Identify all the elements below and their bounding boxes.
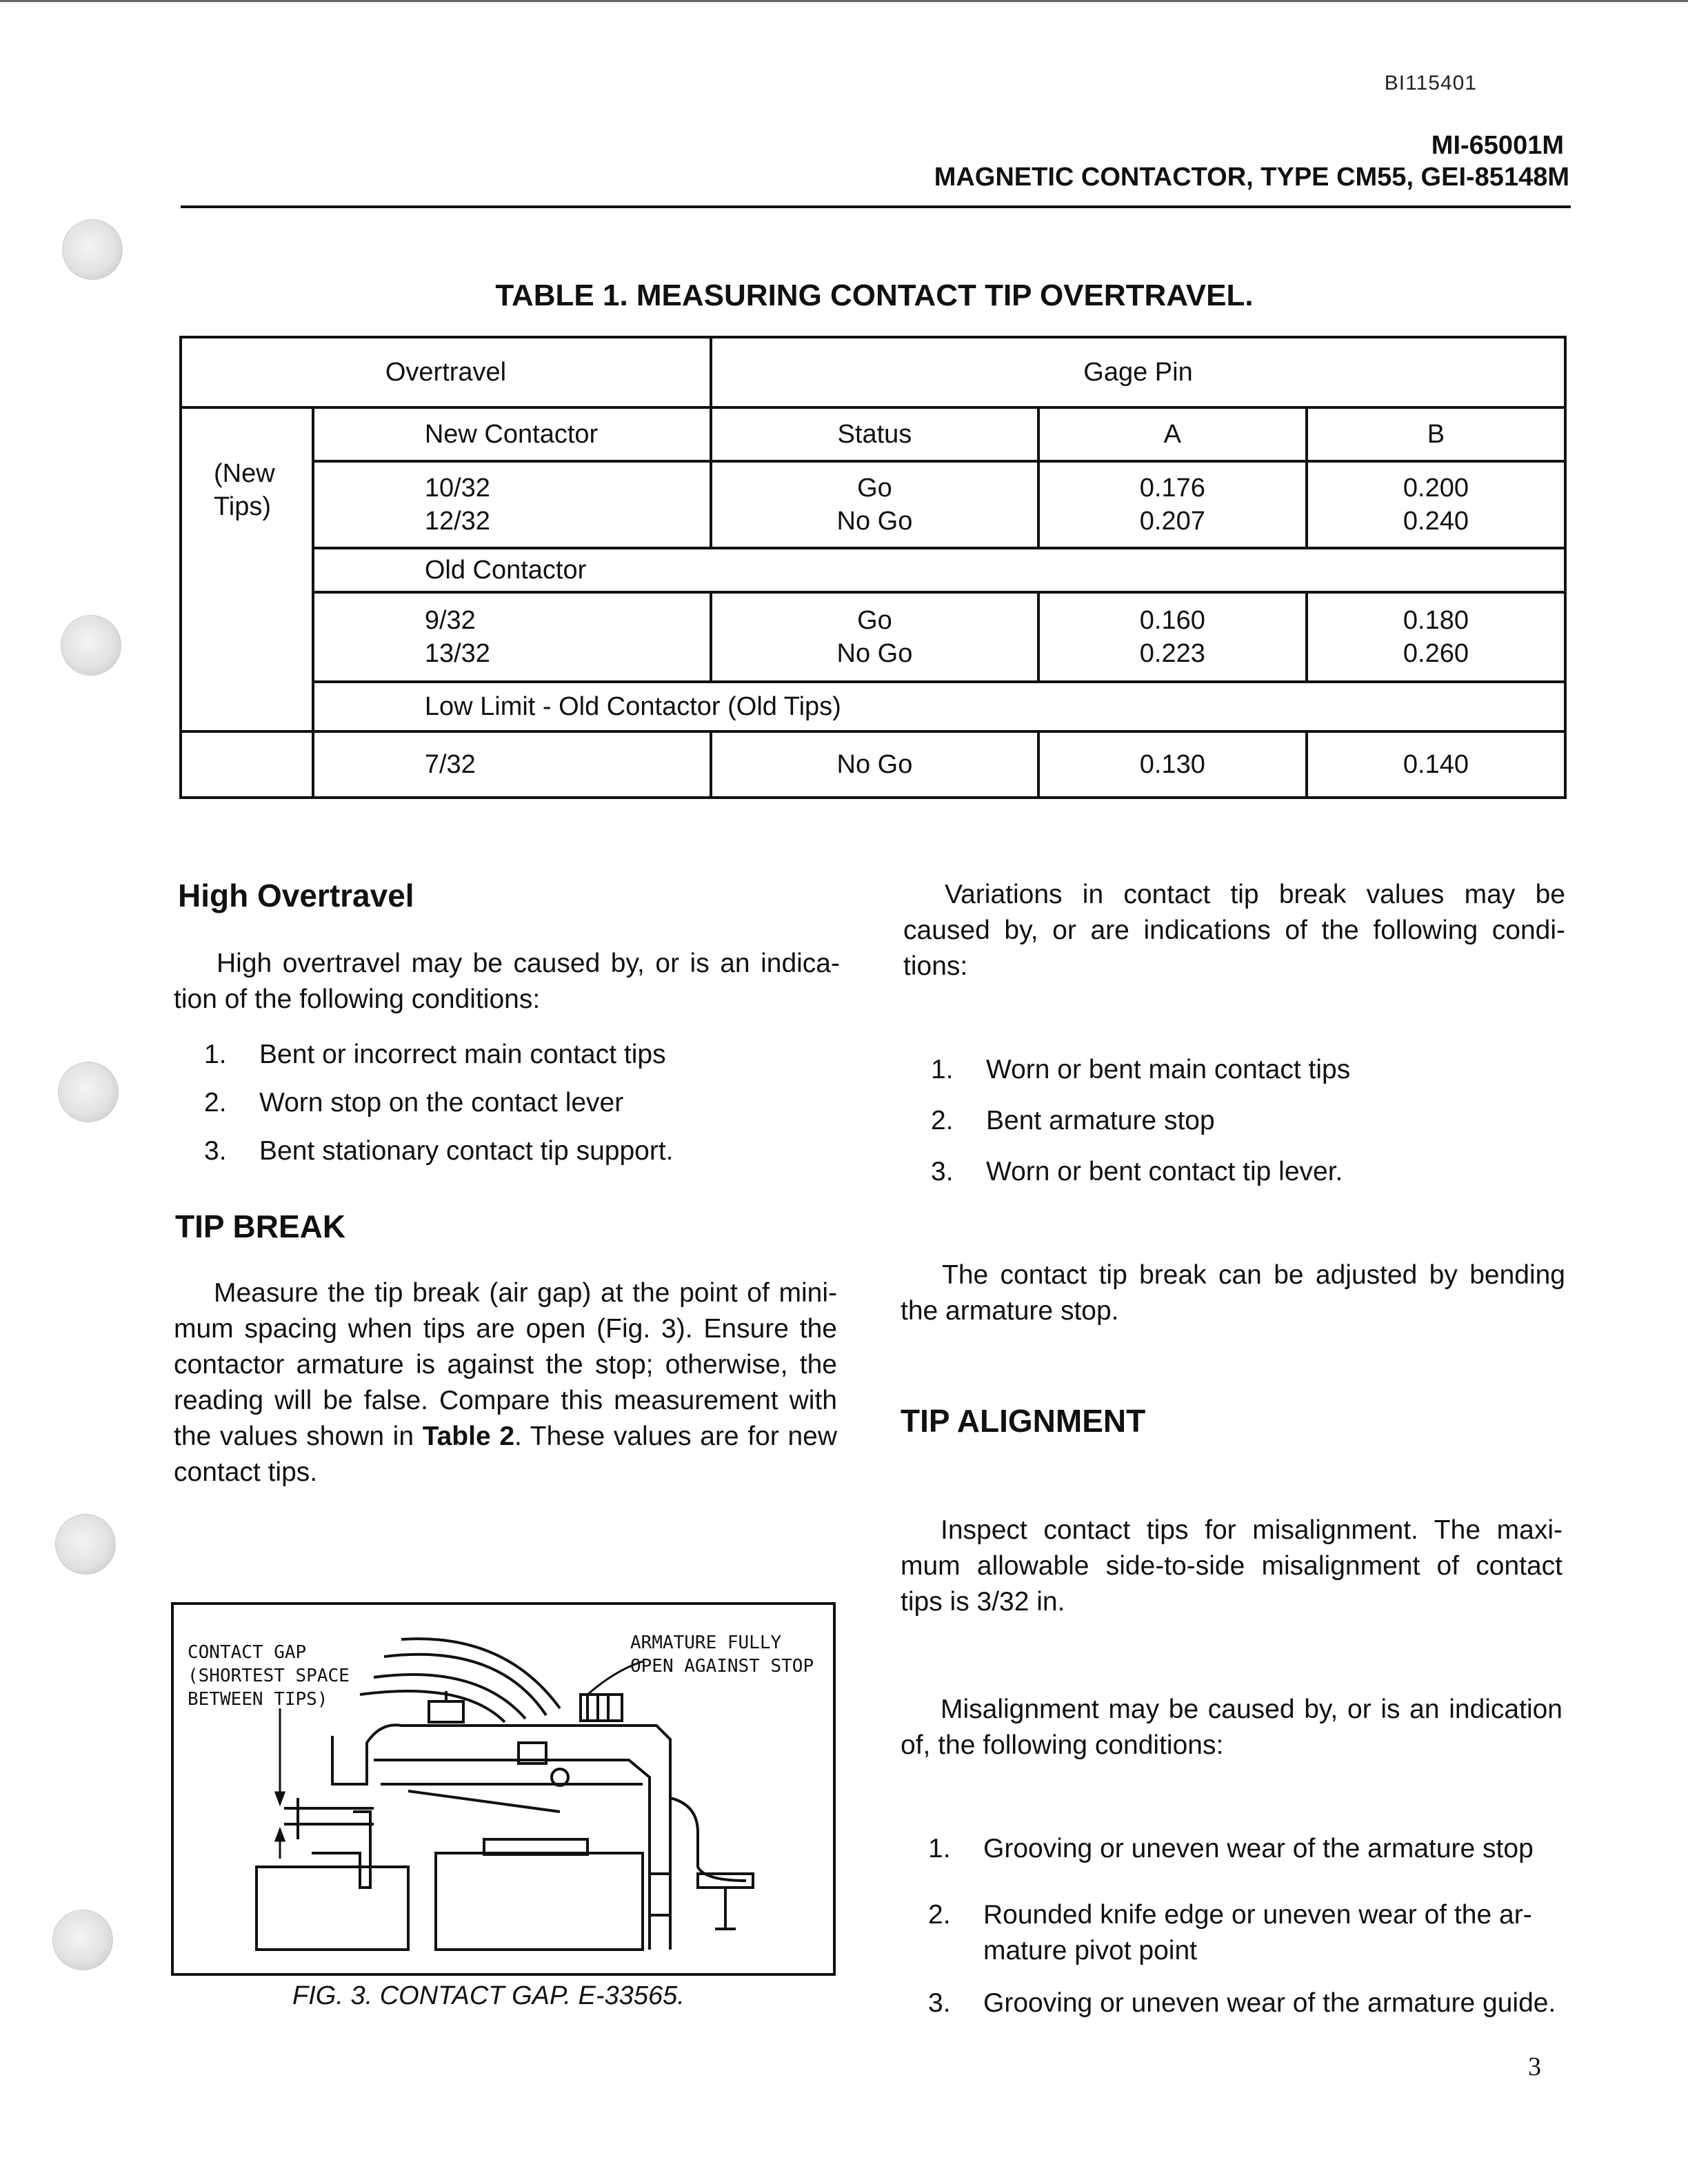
overtravel-table [179,336,1567,799]
table-cell: 10/32 12/32 [313,461,711,548]
punch-hole [62,219,123,280]
scan-top-edge [0,0,1688,2]
punch-hole [55,1514,116,1575]
column-header-status: Status [711,407,1038,461]
table-cell-empty [181,731,313,798]
subheader-low-limit: Low Limit - Old Contactor (Old Tips) [313,682,1565,731]
punch-hole [61,615,121,676]
paragraph-tip-break: Measure the tip break (air gap) at the point of mini-mum spacing when tips are open (Fig. 3). Ensure the contactor armature is against the stop; otherwise, the reading will be false. Compare this measurement with the values shown in Table 2. These values are for new contact tips. [174,1278,837,1487]
table-cell: Go No Go [711,592,1038,682]
document-subtitle: MAGNETIC CONTACTOR, TYPE CM55, GEI-85148M [934,163,1569,192]
paragraph-high-overtravel: High overtravel may be caused by, or is an indica-tion of the following conditions: [174,949,840,1014]
table-title: TABLE 1. MEASURING CONTACT TIP OVERTRAVEL. [495,279,1254,312]
label-armature-stop: ARMATURE FULLY OPEN AGAINST STOP [630,1632,814,1677]
list-item: 1. Bent or incorrect main contact tips [204,1040,666,1069]
column-header-b: B [1307,407,1565,461]
row-label-new-tips: (New Tips) [181,407,313,731]
table-cell: 0.130 [1038,731,1307,798]
paragraph-misalignment: Misalignment may be caused by, or is an indication of, the following conditions: [901,1695,1563,1760]
table-cell: 0.176 0.207 [1038,461,1307,548]
list-item: 3. Grooving or uneven wear of the armature guide. [928,1988,1556,2018]
table-header-overtravel: Overtravel [181,337,711,407]
table-cell: 0.160 0.223 [1038,592,1307,682]
list-item: 1. Grooving or uneven wear of the armature stop [928,1834,1534,1863]
page-number: 3 [1528,2052,1541,2081]
list-item: 3. Bent stationary contact tip support. [204,1136,674,1166]
table-cell: 0.140 [1307,731,1565,798]
subheader-new-contactor: New Contactor [313,407,711,461]
figure-caption: FIG. 3. CONTACT GAP. E-33565. [292,1981,685,2010]
paragraph-adjust: The contact tip break can be adjusted by bending the armature stop. [901,1260,1565,1326]
header-rule [181,205,1571,208]
figure-contact-gap [171,1602,836,1976]
punch-hole [52,1910,113,1970]
table-cell: 9/32 13/32 [313,592,711,682]
heading-tip-alignment: TIP ALIGNMENT [901,1403,1146,1439]
heading-tip-break: TIP BREAK [175,1209,346,1244]
table-cell: Go No Go [711,461,1038,548]
table-cell: 7/32 [313,731,711,798]
label-contact-gap: CONTACT GAP (SHORTEST SPACE BETWEEN TIPS) [188,1642,350,1710]
paragraph-variations: Variations in contact tip break values may be caused by, or are indications of the following condi-tions: [903,880,1565,981]
document-number: MI-65001M [1431,131,1564,160]
heading-high-overtravel: High Overtravel [178,878,414,913]
paragraph-inspect: Inspect contact tips for misalignment. The maxi-mum allowable side-to-side misalignment of contact tips is 3/32 in. [901,1515,1563,1617]
list-item: 2. Bent armature stop [931,1106,1215,1135]
table-cell: 0.200 0.240 [1307,461,1565,548]
punch-hole [58,1062,119,1122]
list-item: 3. Worn or bent contact tip lever. [931,1157,1343,1186]
list-item: 1. Worn or bent main contact tips [931,1055,1351,1084]
table-header-gage-pin: Gage Pin [711,337,1565,407]
table-cell: No Go [711,731,1038,798]
subheader-old-contactor: Old Contactor [313,548,1565,592]
list-item: 2. Rounded knife edge or uneven wear of the ar-mature pivot point [928,1900,1532,1965]
document-id: BI115401 [1384,72,1477,94]
list-item: 2. Worn stop on the contact lever [204,1088,624,1118]
table-cell: 0.180 0.260 [1307,592,1565,682]
column-header-a: A [1038,407,1307,461]
